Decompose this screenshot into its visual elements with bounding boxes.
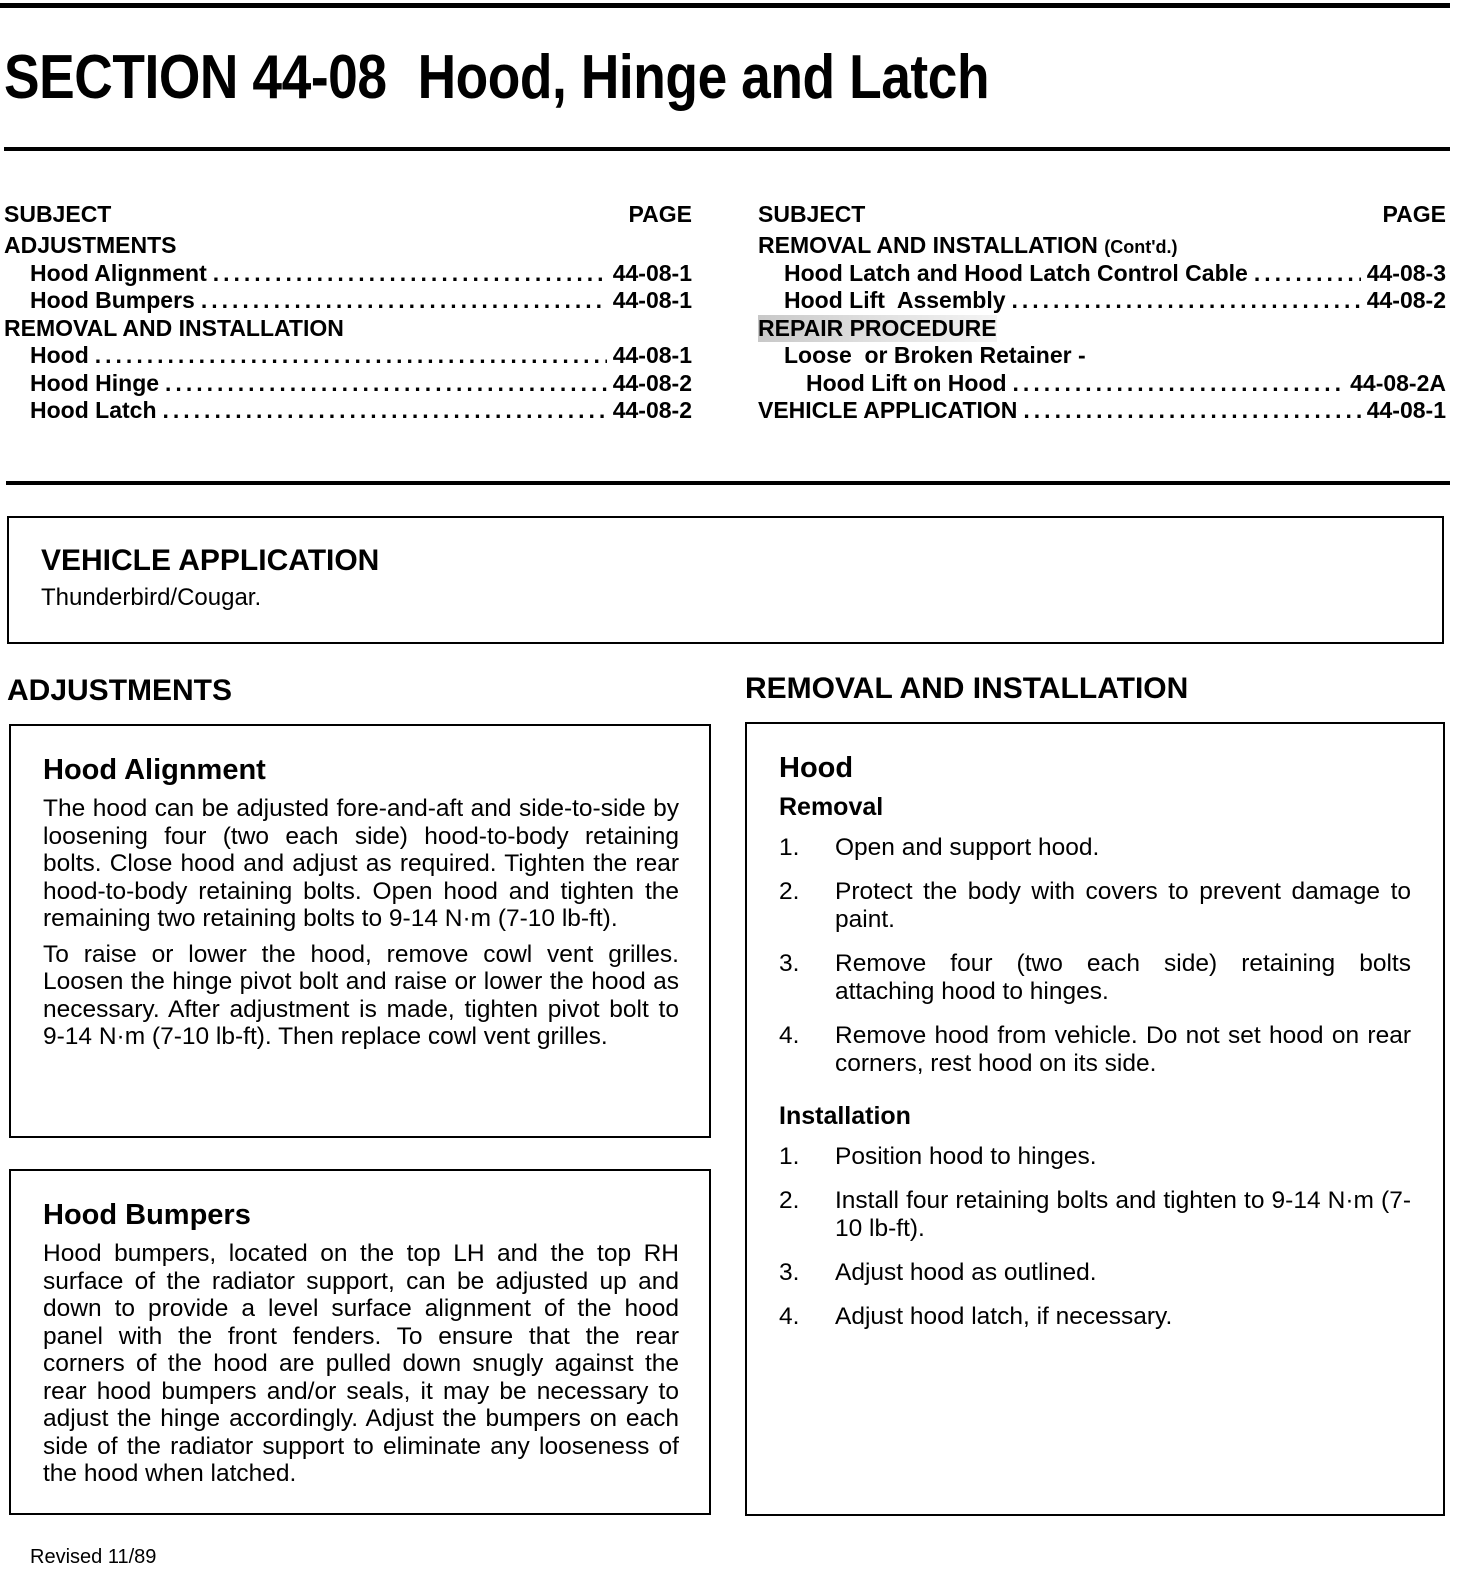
- step-text: Adjust hood latch, if necessary.: [835, 1303, 1173, 1330]
- toc-leader-dots: [1012, 287, 1361, 315]
- list-item: [779, 1187, 1411, 1243]
- hood-alignment-paragraph-2: To raise or lower the hood, remove cowl vent grilles. Loosen the hinge pivot bolt and raise or lower the hood as necessary. After adjustment is made, tighten pivot bolt to 9-14 N·m (7-10 lb-ft). Then replace cowl vent grilles.: [43, 940, 679, 1050]
- toc-subject-label: SUBJECT: [758, 201, 866, 227]
- toc-page-number: 44-08-1: [1366, 397, 1446, 423]
- list-item: [779, 878, 1411, 934]
- toc-leader-dots: [1254, 260, 1361, 288]
- toc-leader-dots: [201, 287, 607, 315]
- toc-leader-dots: [95, 342, 607, 370]
- hood-alignment-paragraph-1: The hood can be adjusted fore-and-aft and side-to-side by loosening four (two each side) hood-to-body retaining bolts. Close hood and adjust as required. Tighten the rear hood-to-body retaining bolts. Open hood and tighten the remaining two retaining bolts to 9-14 N·m (7-10 lb-ft).: [43, 795, 679, 932]
- list-item: [779, 1303, 1411, 1331]
- step-text: Adjust hood as outlined.: [835, 1259, 1097, 1286]
- toc-page-label: PAGE: [628, 201, 692, 227]
- toc-subject-label: SUBJECT: [4, 201, 112, 227]
- toc-entry-hood-latch[interactable]: Hood Latch ..... 44-08-2: [4, 397, 692, 425]
- section-title: [4, 42, 989, 113]
- step-number: 4.: [779, 1303, 800, 1330]
- toc-page-number: 44-08-2A: [1350, 369, 1446, 396]
- toc-entry-hood-lift-assembly[interactable]: Hood Lift Assembly ..... 44-08-2: [758, 287, 1446, 315]
- list-item: [779, 1143, 1411, 1171]
- removal-installation-heading: REMOVAL AND INSTALLATION: [745, 672, 1189, 705]
- step-number: 2.: [779, 878, 800, 905]
- toc-entry-hood-bumpers[interactable]: Hood Bumpers ..... 44-08-1: [4, 287, 692, 315]
- toc-page-number: 44-08-2: [1366, 287, 1446, 313]
- top-rule: [0, 3, 1450, 8]
- toc-leader-dots: [1013, 370, 1345, 398]
- step-text: Install four retaining bolts and tighten to 9-14 N·m (7-10 lb-ft).: [835, 1187, 1411, 1242]
- toc-rule: [6, 481, 1450, 485]
- vehicle-application-heading: VEHICLE APPLICATION: [41, 544, 380, 577]
- hood-alignment-title: Hood Alignment: [43, 754, 266, 786]
- toc-entry-hood-latch-cable[interactable]: Hood Latch and Hood Latch Control Cable ..... 44-08-3: [758, 260, 1446, 288]
- toc-entry-hood[interactable]: Hood ..... 44-08-1: [4, 342, 692, 370]
- installation-subheading: Installation: [779, 1102, 911, 1130]
- hood-procedure-title: Hood: [779, 752, 854, 784]
- hood-bumpers-paragraph: Hood bumpers, located on the top LH and the top RH surface of the radiator support, can be adjusted up and down to provide a level surface alignment of the hood panel with the front fenders. To ensure that the rear corners of the hood are pulled down snugly against the rear hood bumpers and/or seals, it may be necessary to adjust the hinge accordingly. Adjust the bumpers on each side of the radiator support to eliminate any looseness of the hood when latched.: [43, 1240, 679, 1487]
- toc-left-column: [4, 196, 692, 425]
- hood-alignment-box: [9, 724, 711, 1138]
- toc-category-repair-procedure: REPAIR PROCEDURE: [758, 314, 997, 341]
- list-item: [779, 1022, 1411, 1078]
- step-number: 3.: [779, 1259, 800, 1286]
- toc-leader-dots: [213, 260, 607, 288]
- toc-entry-vehicle-application[interactable]: VEHICLE APPLICATION ..... 44-08-1: [758, 397, 1446, 425]
- section-name: Hood, Hinge and Latch: [417, 43, 990, 112]
- toc-page-number: 44-08-1: [612, 342, 692, 368]
- adjustments-heading: ADJUSTMENTS: [7, 674, 233, 707]
- toc-page-label: PAGE: [1382, 201, 1446, 227]
- step-number: 1.: [779, 834, 800, 861]
- hood-bumpers-title: Hood Bumpers: [43, 1199, 251, 1231]
- toc-header: [4, 196, 692, 232]
- step-number: 1.: [779, 1143, 800, 1170]
- list-item: [779, 834, 1411, 862]
- step-text: Remove hood from vehicle. Do not set hood on rear corners, rest hood on its side.: [835, 1022, 1411, 1077]
- step-number: 4.: [779, 1022, 800, 1049]
- toc-entry-loose-retainer: Loose or Broken Retainer -: [784, 342, 1086, 368]
- list-item: [779, 950, 1411, 1006]
- toc-category-removal-installation: REMOVAL AND INSTALLATION: [4, 314, 344, 341]
- installation-steps-list: [779, 1143, 1411, 1331]
- toc-page-number: 44-08-2: [612, 397, 692, 423]
- contd-note: (Cont'd.): [1104, 237, 1178, 257]
- revision-footer: Revised 11/89: [30, 1546, 157, 1568]
- toc-category-removal-installation-contd: REMOVAL AND INSTALLATION (Cont'd.): [758, 232, 1178, 258]
- toc-entry-hood-hinge[interactable]: Hood Hinge ..... 44-08-2: [4, 370, 692, 398]
- header-rule: [4, 147, 1450, 151]
- toc-right-column: [758, 196, 1446, 425]
- toc-leader-dots: [1023, 397, 1360, 425]
- removal-steps-list: [779, 834, 1411, 1078]
- toc-page-number: 44-08-1: [612, 287, 692, 313]
- step-number: 3.: [779, 950, 800, 977]
- toc-leader-dots: [165, 370, 607, 398]
- list-item: [779, 1259, 1411, 1287]
- step-text: Protect the body with covers to prevent damage to paint.: [835, 878, 1411, 933]
- toc-header: [758, 196, 1446, 232]
- toc-leader-dots: [163, 397, 607, 425]
- vehicle-application-box: [7, 516, 1444, 644]
- hood-bumpers-box: [9, 1169, 711, 1515]
- step-text: Position hood to hinges.: [835, 1143, 1097, 1170]
- step-text: Remove four (two each side) retaining bolts attaching hood to hinges.: [835, 950, 1411, 1005]
- step-text: Open and support hood.: [835, 834, 1100, 861]
- toc-page-number: 44-08-1: [612, 259, 692, 286]
- toc-entry-hood-lift-on-hood[interactable]: Hood Lift on Hood ..... 44-08-2A: [758, 370, 1446, 398]
- toc-page-number: 44-08-3: [1366, 259, 1446, 286]
- toc-entry-hood-alignment[interactable]: Hood Alignment ..... 44-08-1: [4, 260, 692, 288]
- toc-category-adjustments: ADJUSTMENTS: [4, 232, 177, 258]
- hood-procedure-box: [745, 722, 1445, 1516]
- section-number: SECTION 44-08: [4, 43, 387, 112]
- step-number: 2.: [779, 1187, 800, 1214]
- removal-subheading: Removal: [779, 793, 884, 821]
- toc-page-number: 44-08-2: [612, 369, 692, 396]
- vehicle-application-text: Thunderbird/Cougar.: [41, 584, 262, 611]
